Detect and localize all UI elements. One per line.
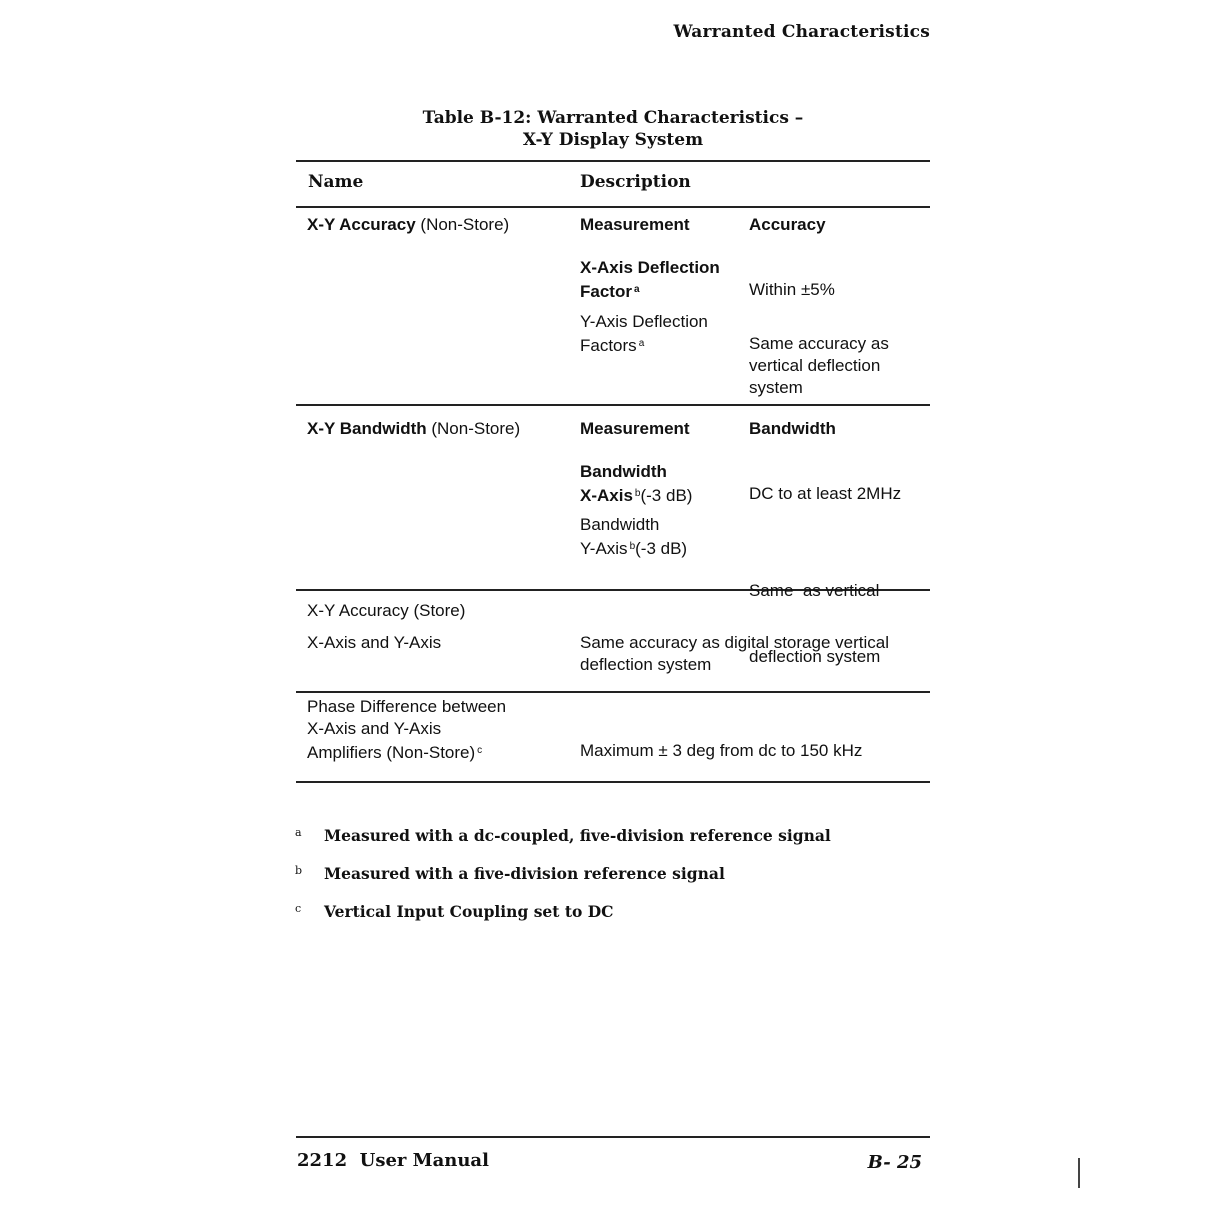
y-axis-accuracy-line-1: Same accuracy as [749,334,889,353]
footer-rule [296,1136,930,1138]
x-axis-bandwidth-db: (-3 dB) [640,486,693,505]
row-xy-accuracy-subheader-accuracy: Accuracy [749,215,826,234]
column-header-name: Name [308,172,364,192]
footer-manual-title: 2212 User Manual [297,1150,489,1171]
row-xy-accuracy-store-axis: X-Axis and Y-Axis [307,633,442,652]
table-top-rule [296,160,930,162]
row-xy-accuracy-name-suffix: (Non-Store) [415,215,510,234]
x-axis-bandwidth-line-2: X-Axis [580,486,633,505]
footnote-ref-a: a [638,338,645,349]
row-xy-bandwidth-name-bold: X-Y Bandwidth [307,419,427,438]
row-xy-accuracy-name-bold: X-Y Accuracy [307,215,416,234]
y-axis-deflection-factors-label [580,311,708,357]
column-header-description: Description [580,172,691,192]
page-edge-mark [1078,1158,1080,1188]
y-axis-bandwidth-label [580,514,687,560]
x-axis-bandwidth-label [580,461,692,507]
y-axis-bandwidth-value-line-2: deflection system [749,647,881,666]
footer-page-number: B- 25 [867,1152,922,1173]
row-xy-bandwidth-name [307,418,520,440]
footnote-ref-a: a [633,284,640,295]
y-axis-bandwidth-db: (-3 dB) [635,539,688,558]
phase-name-line-1: Phase Difference between [307,697,507,716]
footnote-c-text: Vertical Input Coupling set to DC [324,902,614,921]
phase-name-line-2: X-Axis and Y-Axis [307,719,442,738]
y-axis-deflection-accuracy [749,333,889,399]
row-xy-accuracy-store-description [580,632,889,676]
footnote-a-text: Measured with a dc-coupled, five-division reference signal [324,826,831,845]
row-xy-bandwidth-subheader-measurement: Measurement [580,419,690,438]
footnote-b-mark: b [295,864,303,877]
y-axis-bandwidth-line-2: Y-Axis [580,539,628,558]
table-title [296,107,930,151]
row-rule-3 [296,691,930,693]
x-axis-deflection-line-2: Factor [580,282,632,301]
y-axis-deflection-line-1: Y-Axis Deflection [580,312,708,331]
running-head: Warranted Characteristics [673,22,930,42]
x-axis-deflection-line-1: X-Axis Deflection [580,258,720,277]
row-xy-accuracy-subheader-measurement: Measurement [580,215,690,234]
footnote-ref-b: b [634,488,641,499]
store-description-line-1: Same accuracy as digital storage vertical [580,633,889,652]
footnote-ref-c: c [477,745,483,756]
footnote-b-text: Measured with a five-division reference signal [324,864,725,883]
table-bottom-rule [296,781,930,783]
phase-name-line-3: Amplifiers (Non-Store) [307,743,476,762]
y-axis-bandwidth-value-line-1: Same as vertical [749,581,880,600]
row-phase-difference-name [307,696,506,764]
row-rule-1 [296,404,930,406]
row-xy-accuracy-store-name: X-Y Accuracy (Store) [307,601,466,620]
footnote-a-mark: a [295,826,302,839]
row-xy-bandwidth-name-suffix: (Non-Store) [426,419,521,438]
y-axis-accuracy-line-3: system [749,378,803,397]
y-axis-bandwidth-line-1: Bandwidth [580,515,660,534]
table-title-line-1: Table B-12: Warranted Characteristics – [422,108,804,128]
x-axis-bandwidth-line-1: Bandwidth [580,462,667,481]
y-axis-deflection-line-2: Factors [580,336,637,355]
x-axis-bandwidth-value: DC to at least 2MHz [749,484,902,503]
y-axis-accuracy-line-2: vertical deflection [749,356,881,375]
row-xy-bandwidth-subheader-bandwidth: Bandwidth [749,419,836,438]
row-phase-difference-description: Maximum ± 3 deg from dc to 150 kHz [580,741,863,760]
row-xy-accuracy-name [307,214,509,236]
footnote-ref-b: b [629,541,636,552]
footnote-c-mark: c [295,902,302,915]
header-rule [296,206,930,208]
table-title-line-2: X-Y Display System [522,130,704,150]
store-description-line-2: deflection system [580,655,712,674]
x-axis-deflection-factor-label [580,257,720,303]
x-axis-deflection-accuracy: Within ±5% [749,280,835,299]
